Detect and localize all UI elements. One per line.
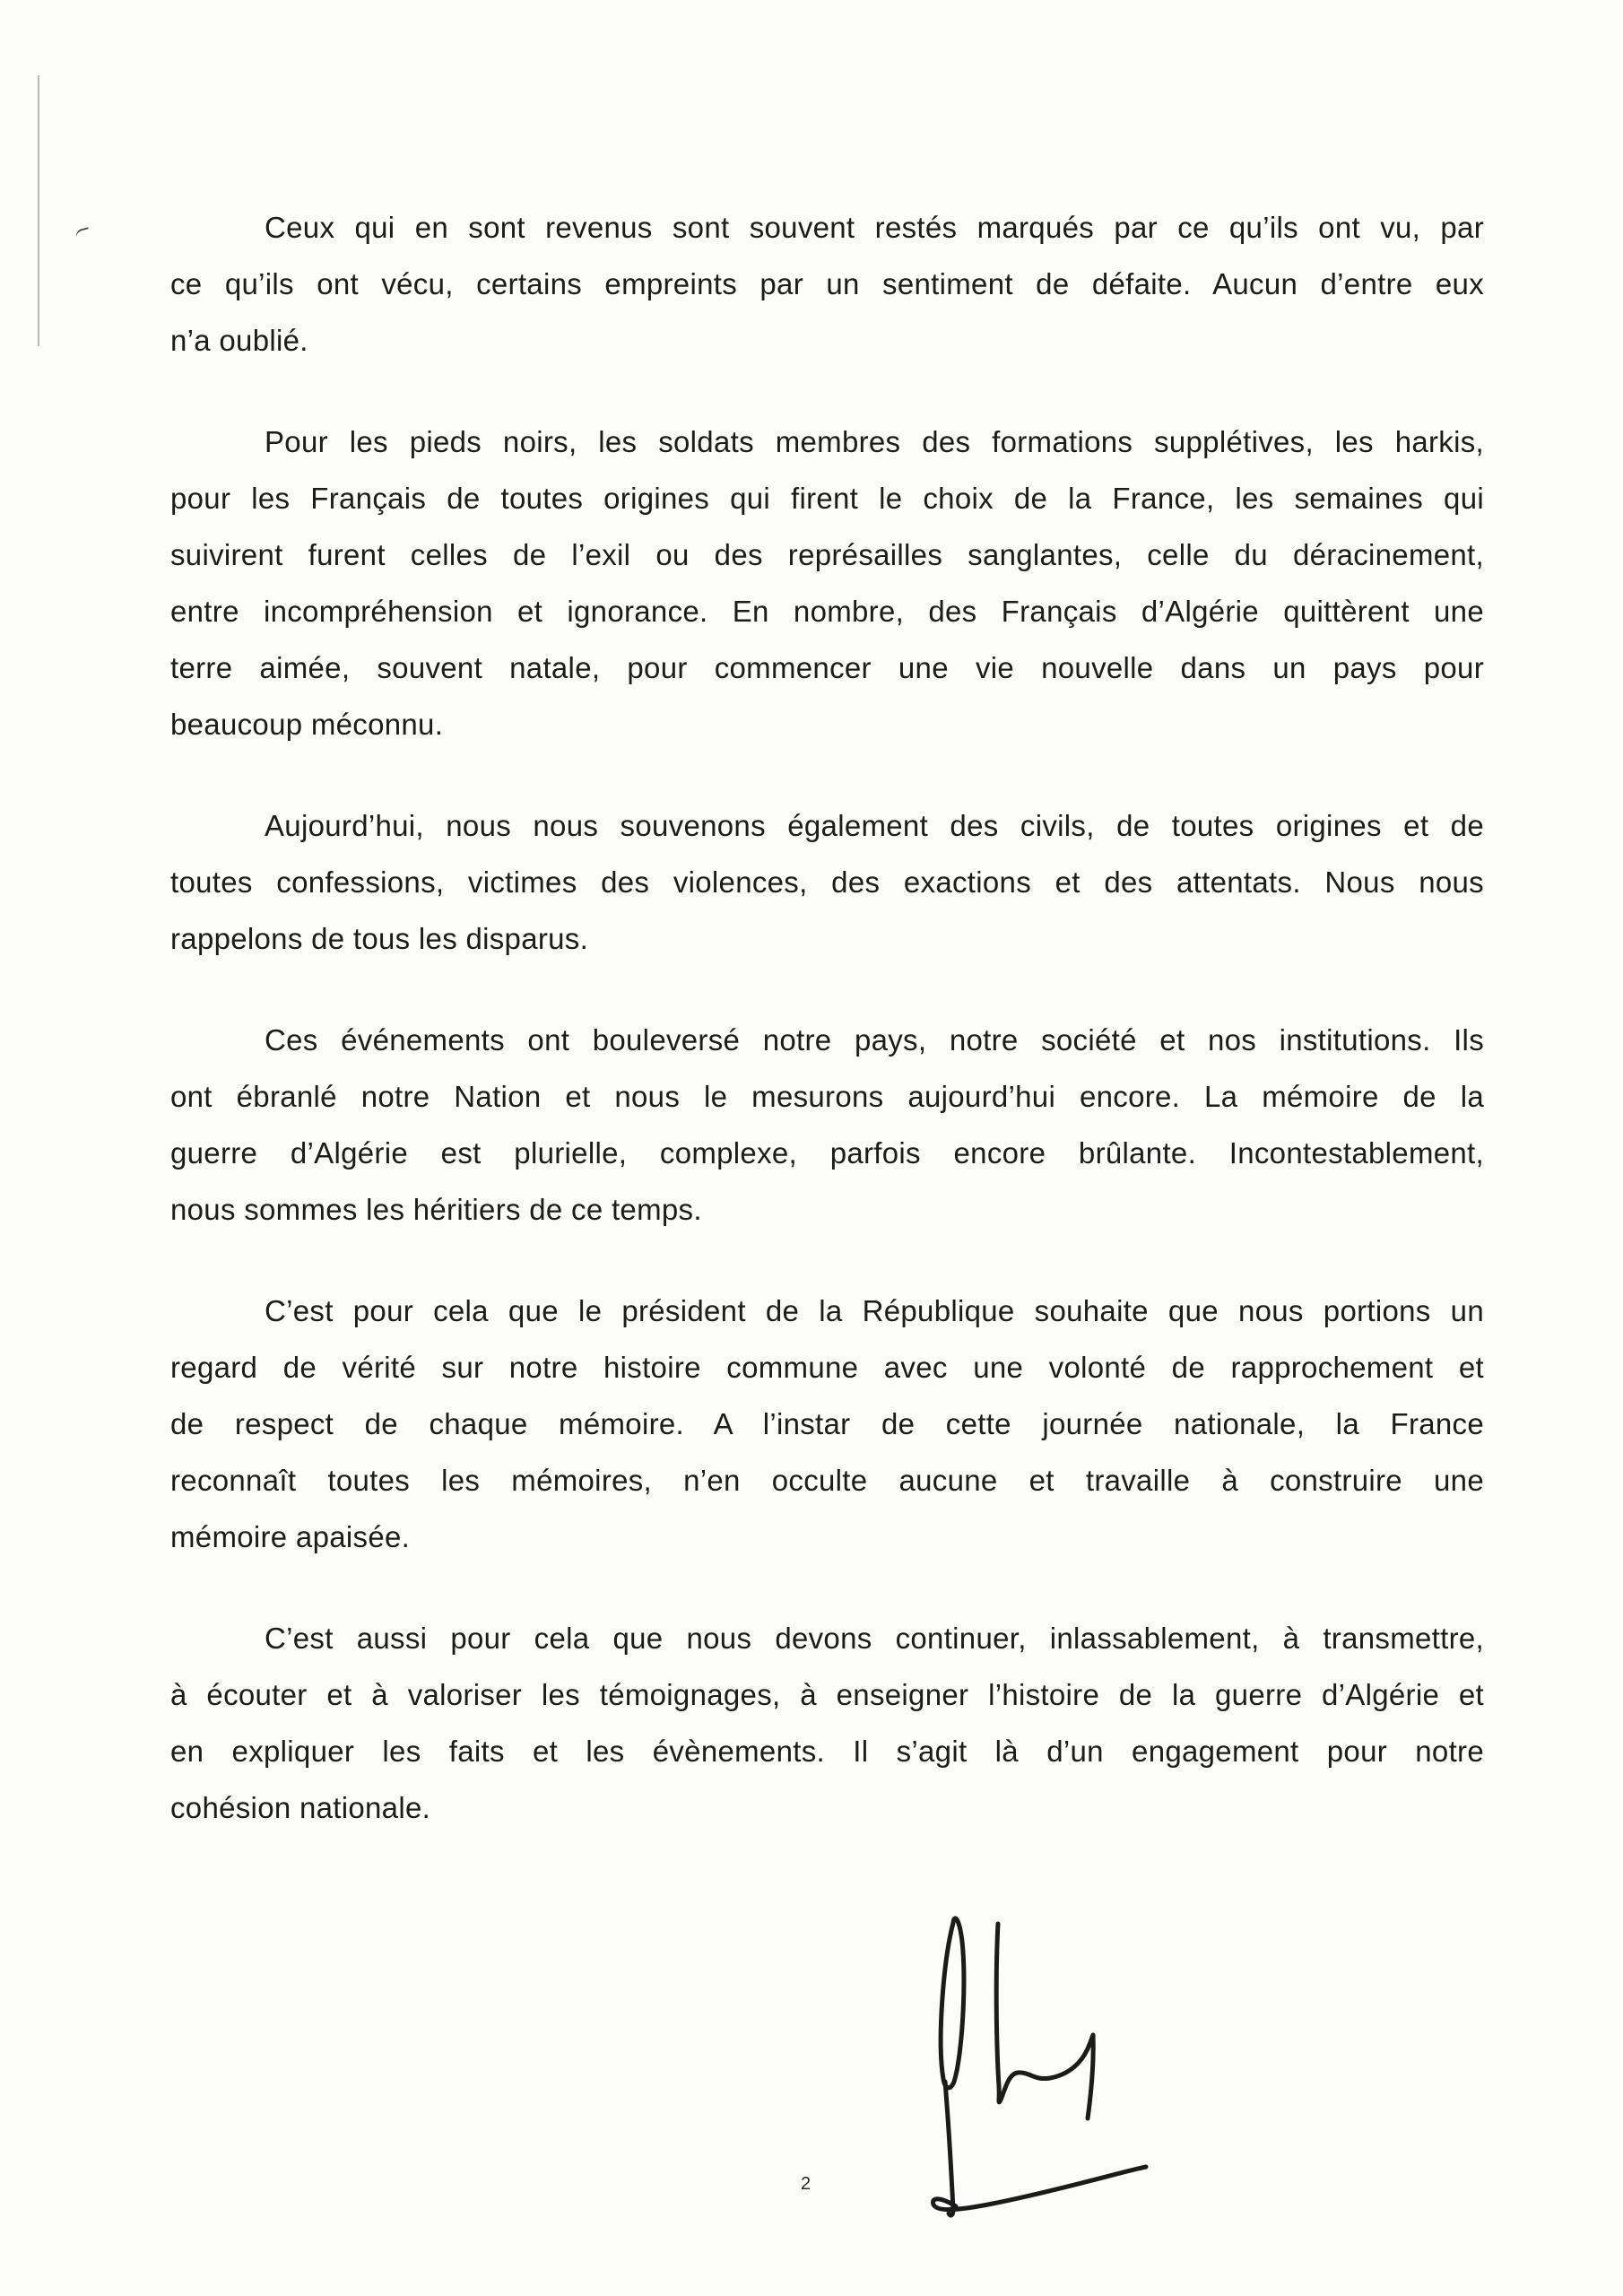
text-line: ce qu’ils ont vécu, certains empreints par un sentiment de défaite. Aucun d’entre eux bbox=[170, 267, 1484, 300]
text-line: suivirent furent celles de l’exil ou des représailles sanglantes, celle du déracinement, bbox=[170, 538, 1484, 571]
text-line: de respect de chaque mémoire. A l’instar de cette journée nationale, la France bbox=[170, 1407, 1484, 1440]
signature-stroke-underline bbox=[933, 2167, 1146, 2210]
text-line: beaucoup méconnu. bbox=[170, 708, 444, 741]
text-line: n’a oublié. bbox=[170, 324, 308, 357]
paragraph-6 bbox=[170, 1610, 1484, 1836]
paragraph-4 bbox=[170, 1012, 1484, 1238]
text-line: ont ébranlé notre Nation et nous le mesurons aujourd’hui encore. La mémoire de la bbox=[170, 1080, 1484, 1113]
text-line: en expliquer les faits et les évènements. Il s’agit là d’un engagement pour notre bbox=[170, 1735, 1484, 1768]
paragraph-1 bbox=[170, 199, 1484, 369]
text-line: Pour les pieds noirs, les soldats membres des formations supplétives, les harkis, bbox=[265, 425, 1484, 458]
text-line: mémoire apaisée. bbox=[170, 1520, 411, 1553]
text-line: nous sommes les héritiers de ce temps. bbox=[170, 1193, 702, 1226]
scan-edge-line bbox=[38, 75, 39, 346]
signature-stroke-middle bbox=[996, 1924, 1093, 2102]
paragraph-5 bbox=[170, 1283, 1484, 1565]
text-line: Ces événements ont bouleversé notre pays, notre société et nos institutions. Ils bbox=[265, 1023, 1484, 1057]
text-line: Ceux qui en sont revenus sont souvent restés marqués par ce qu’ils ont vu, par bbox=[265, 211, 1484, 244]
signature-stroke-tail bbox=[945, 2082, 953, 2215]
page-number: 2 bbox=[801, 2174, 812, 2194]
text-line: Aujourd’hui, nous nous souvenons également des civils, de toutes origines et de bbox=[265, 809, 1484, 842]
signature bbox=[897, 1909, 1166, 2231]
text-line: pour les Français de toutes origines qui firent le choix de la France, les semaines qui bbox=[170, 482, 1484, 515]
signature-stroke-loop bbox=[941, 1918, 964, 2088]
paragraph-2 bbox=[170, 413, 1484, 752]
text-line: toutes confessions, victimes des violences, des exactions et des attentats. Nous nous bbox=[170, 865, 1484, 899]
letter-body bbox=[170, 199, 1484, 1881]
text-line: cohésion nationale. bbox=[170, 1791, 431, 1824]
text-line: regard de vérité sur notre histoire commune avec une volonté de rapprochement et bbox=[170, 1351, 1484, 1384]
paragraph-3 bbox=[170, 797, 1484, 967]
scan-speck bbox=[74, 227, 91, 240]
text-line: reconnaît toutes les mémoires, n’en occulte aucune et travaille à construire une bbox=[170, 1464, 1484, 1497]
text-line: entre incompréhension et ignorance. En nombre, des Français d’Algérie quittèrent une bbox=[170, 595, 1484, 628]
text-line: à écouter et à valoriser les témoignages, à enseigner l’histoire de la guerre d’Algérie et bbox=[170, 1678, 1484, 1711]
text-line: C’est pour cela que le président de la République souhaite que nous portions un bbox=[265, 1294, 1484, 1327]
text-line: rappelons de tous les disparus. bbox=[170, 922, 589, 955]
text-line: guerre d’Algérie est plurielle, complexe, parfois encore brûlante. Incontestablement, bbox=[170, 1136, 1484, 1170]
text-line: terre aimée, souvent natale, pour commencer une vie nouvelle dans un pays pour bbox=[170, 651, 1484, 684]
text-line: C’est aussi pour cela que nous devons continuer, inlassablement, à transmettre, bbox=[265, 1622, 1484, 1655]
